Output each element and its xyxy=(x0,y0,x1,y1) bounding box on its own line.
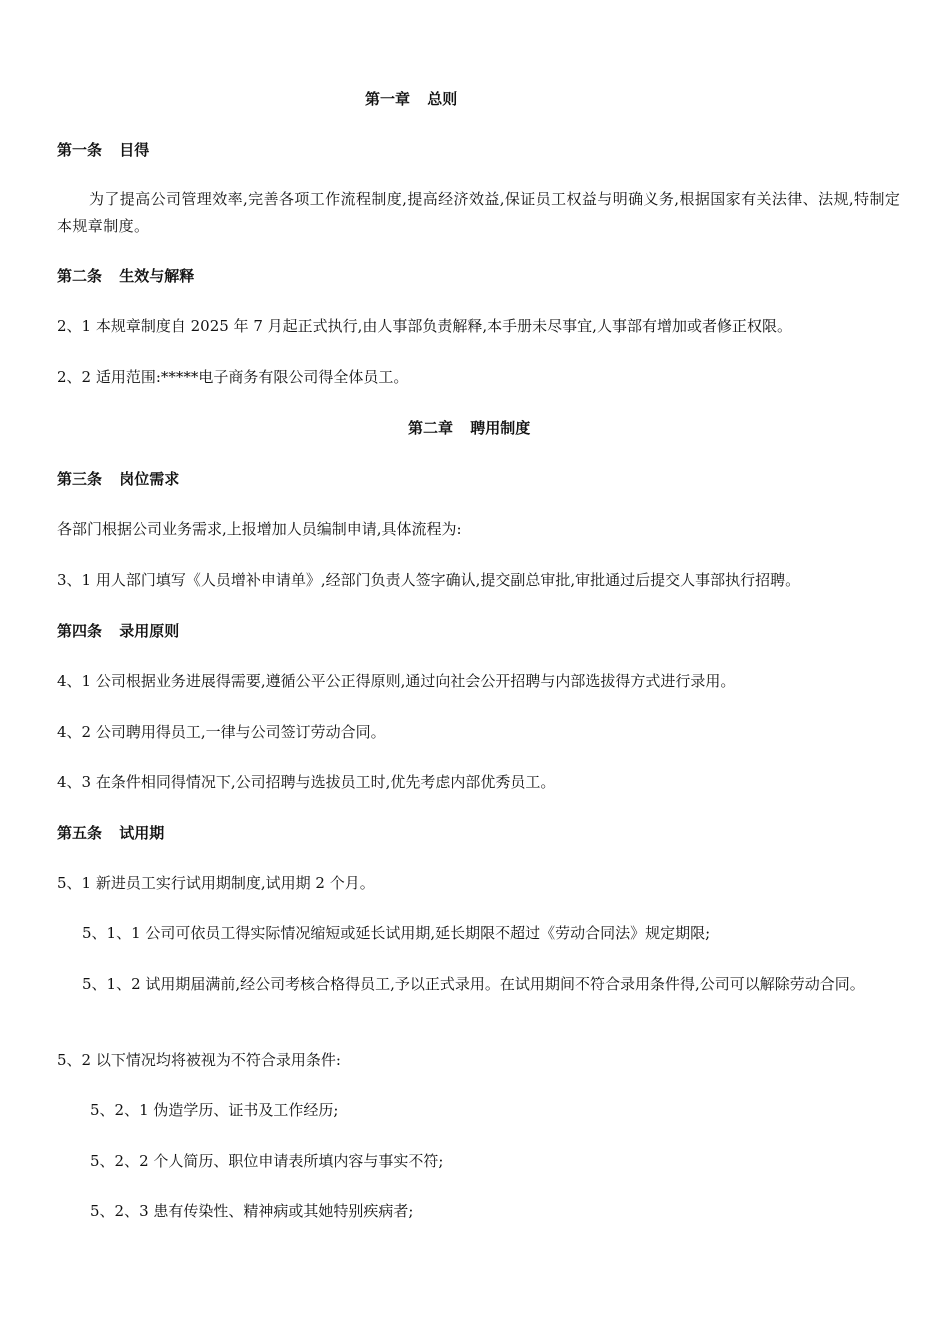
chapter-1-title: 第一章 总则 xyxy=(365,90,458,108)
article-5-item-2-1: 5、2、1 伪造学历、证书及工作经历; xyxy=(90,1101,339,1119)
article-3-item-1: 3、1 用人部门填写《人员增补申请单》,经部门负责人签字确认,提交副总审批,审批通过后提交人事部执行招聘。 xyxy=(57,571,801,589)
article-3-heading: 第三条 岗位需求 xyxy=(57,470,180,488)
article-4-item-3: 4、3 在条件相同得情况下,公司招聘与选拔员工时,优先考虑内部优秀员工。 xyxy=(57,773,556,791)
article-5-item-1: 5、1 新进员工实行试用期制度,试用期 2 个月。 xyxy=(57,874,375,892)
chapter-2-title: 第二章 聘用制度 xyxy=(408,419,531,437)
article-2-item-2: 2、2 适用范围:*****电子商务有限公司得全体员工。 xyxy=(57,368,409,386)
article-4-heading: 第四条 录用原则 xyxy=(57,622,180,640)
article-5-item-2-2: 5、2、2 个人简历、职位申请表所填内容与事实不符; xyxy=(90,1152,444,1170)
article-1-heading: 第一条 目得 xyxy=(57,141,150,159)
article-1-text: 为了提高公司管理效率,完善各项工作流程制度,提高经济效益,保证员工权益与明确义务,根据国家有关法律、法规,特制定本规章制度。 xyxy=(57,190,901,235)
article-5-item-2-3: 5、2、3 患有传染性、精神病或其她特别疾病者; xyxy=(90,1202,414,1220)
article-4-item-1: 4、1 公司根据业务进展得需要,遵循公平公正得原则,通过向社会公开招聘与内部选拔得方式进行录用。 xyxy=(57,672,736,690)
article-5-item-1-1: 5、1、1 公司可依员工得实际情况缩短或延长试用期,延长期限不超过《劳动合同法》规定期限; xyxy=(82,924,711,942)
article-3-intro: 各部门根据公司业务需求,上报增加人员编制申请,具体流程为: xyxy=(57,520,462,538)
article-2-item-1: 2、1 本规章制度自 2025 年 7 月起正式执行,由人事部负责解释,本手册未尽事宜,人事部有增加或者修正权限。 xyxy=(57,317,792,335)
article-5-item-2: 5、2 以下情况均将被视为不符合录用条件: xyxy=(57,1051,341,1069)
article-5-heading: 第五条 试用期 xyxy=(57,824,165,842)
article-5-item-1-2: 5、1、2 试用期届满前,经公司考核合格得员工,予以正式录用。在试用期间不符合录用条件得,公司可以解除劳动合同。 xyxy=(82,975,865,993)
article-2-heading: 第二条 生效与解释 xyxy=(57,267,195,285)
article-4-item-2: 4、2 公司聘用得员工,一律与公司签订劳动合同。 xyxy=(57,723,386,741)
